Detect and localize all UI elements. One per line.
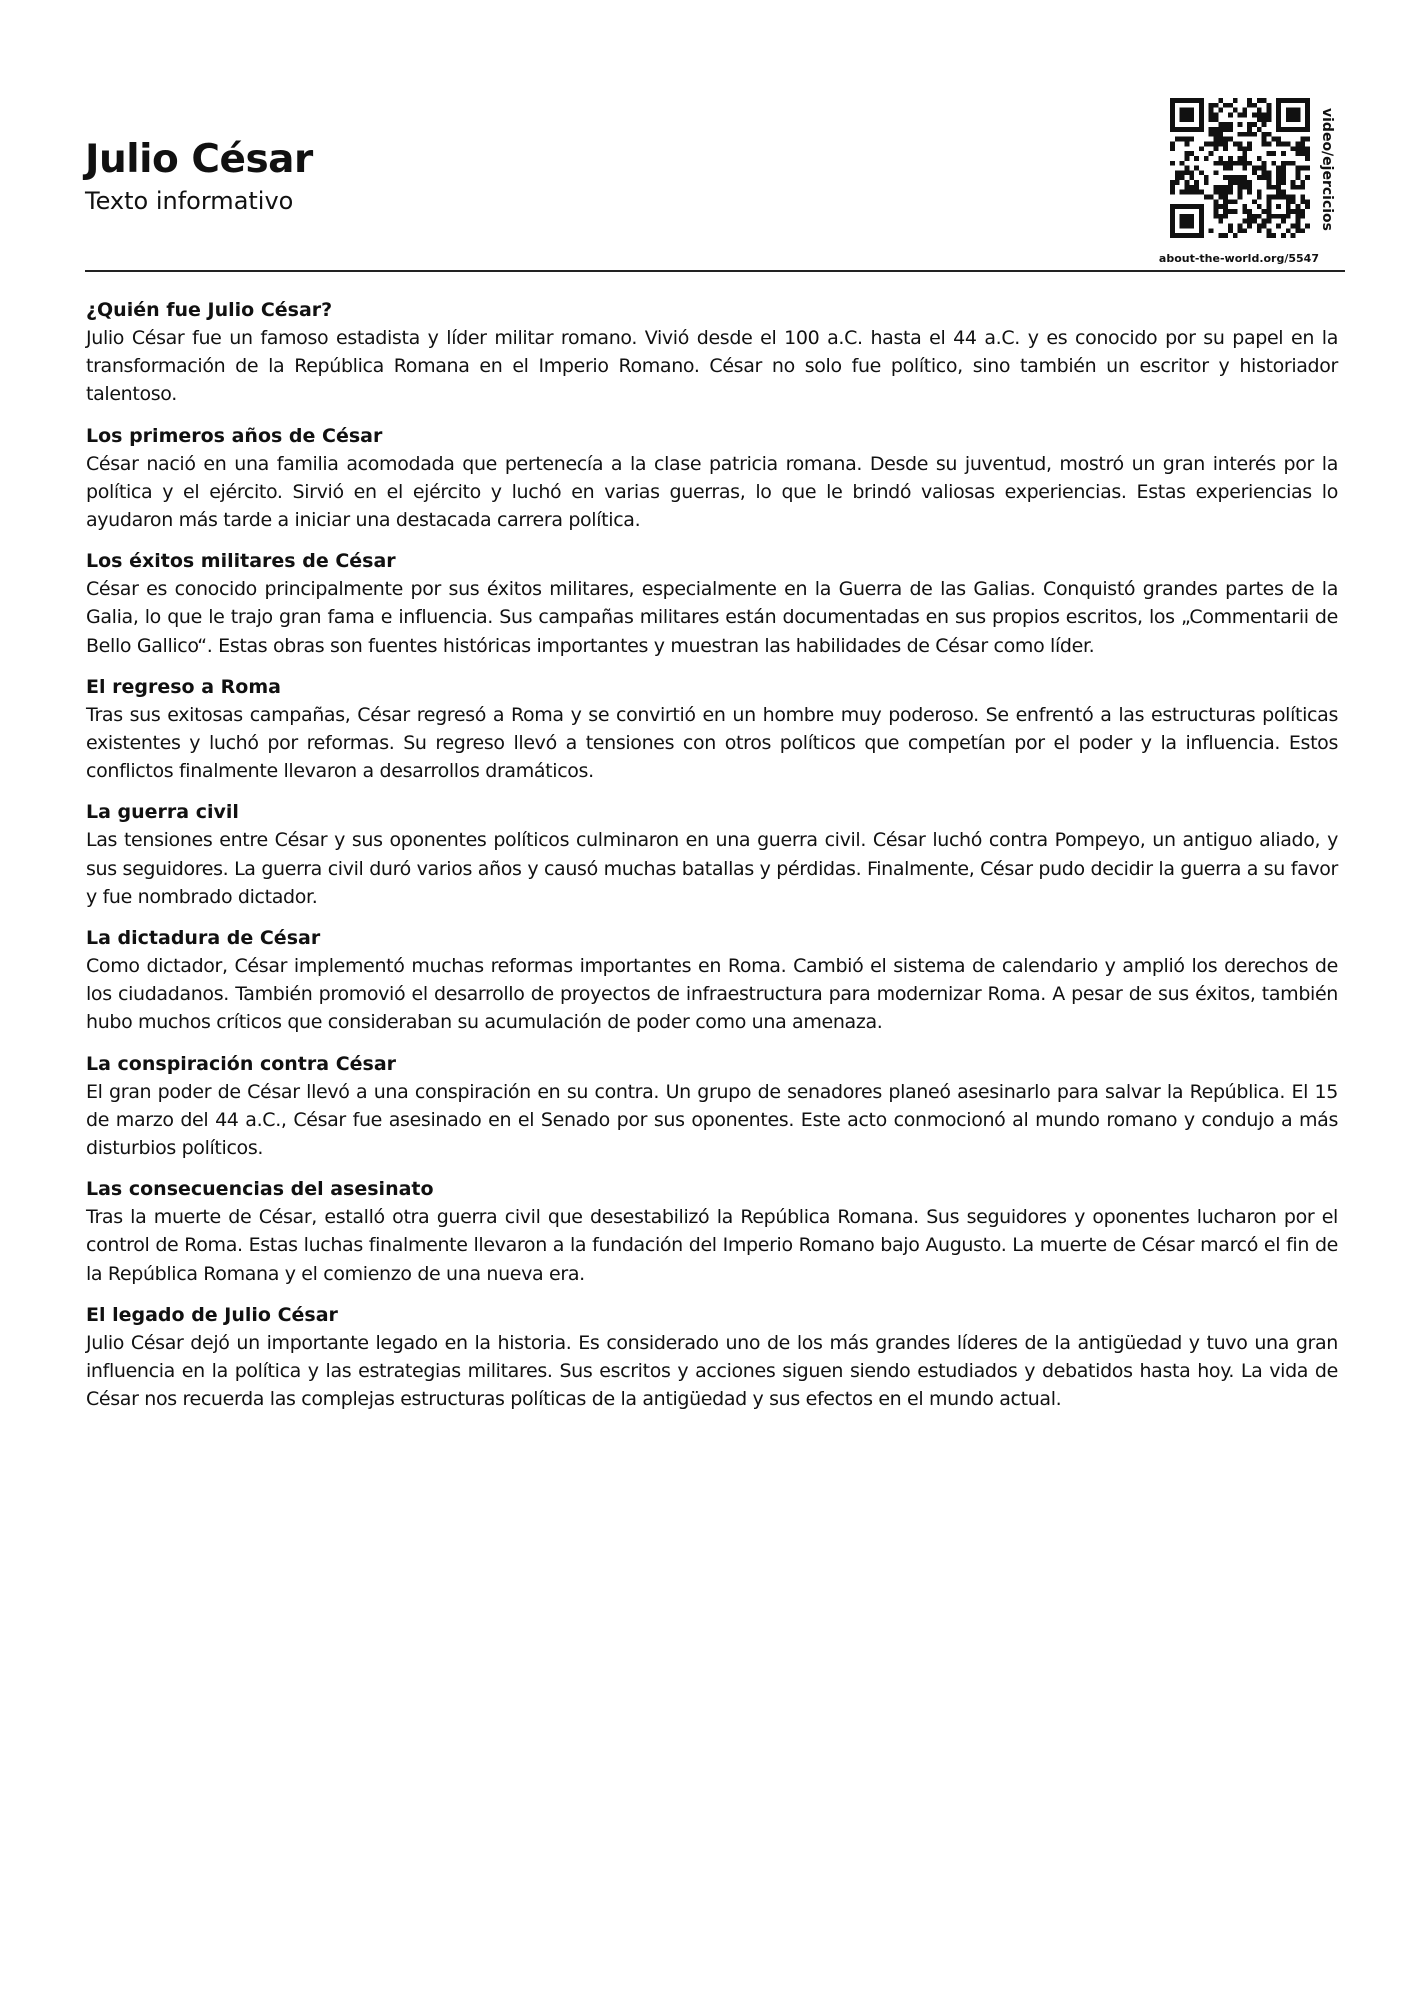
section-heading: El legado de Julio César (86, 1303, 338, 1326)
section-paragraph: César es conocido principalmente por sus éxitos militares, especialmente en la Guerra de las Galias. Conquistó grandes partes de la Galia, lo que le trajo gran fama e influencia. Sus campañas militares están documentadas en sus propios escritos, los „Commentarii de Bello Gallico“. Estas obras son fuentes históricas importantes y muestran las habilidades de César como líder. (86, 578, 1338, 657)
section-heading: Los primeros años de César (86, 424, 383, 447)
section-heading: Los éxitos militares de César (86, 550, 396, 573)
article-body (86, 296, 1338, 1426)
section-paragraph: El gran poder de César llevó a una conspiración en su contra. Un grupo de senadores planeó asesinarlo para salvar la República. El 15 de marzo del 44 a.C., César fue asesinado en el Senado por sus oponentes. Este acto conmocionó al mundo romano y condujo a más disturbios políticos. (86, 1080, 1338, 1160)
section-paragraph: Julio César fue un famoso estadista y líder militar romano. Vivió desde el 100 a.C. hasta el 44 a.C. y es conocido por su papel en la transformación de la República Romana en el Imperio Romano. César no solo fue político, sino también un escritor y historiador talentoso. (86, 327, 1338, 406)
section-heading: La guerra civil (86, 801, 239, 824)
section-return-to-rome (86, 673, 1338, 786)
section-conspiracy (86, 1050, 1338, 1163)
section-paragraph: Julio César dejó un importante legado en la historia. Es considerado uno de los más grandes líderes de la antigüedad y tuvo una gran influencia en la política y las estrategias militares. Sus escritos y acciones siguen siendo estudiados y debatidos hasta hoy. La vida de César nos recuerda las complejas estructuras políticas de la antigüedad y sus efectos en el mundo actual. (86, 1331, 1338, 1411)
section-paragraph: Tras sus exitosas campañas, César regresó a Roma y se convirtió en un hombre muy poderoso. Se enfrentó a las estructuras políticas existentes y luchó por reformas. Su regreso llevó a tensiones con otros políticos que competían por el poder y la influencia. Estos conflictos finalmente llevaron a desarrollos dramáticos. (86, 703, 1338, 783)
page-header (85, 0, 1345, 272)
page-subtitle: Texto informativo (85, 187, 294, 215)
section-who-was (86, 296, 1338, 409)
section-heading: ¿Quién fue Julio César? (86, 299, 333, 321)
section-legacy (86, 1301, 1338, 1414)
section-paragraph: Tras la muerte de César, estalló otra guerra civil que desestabilizó la República Romana. Sus seguidores y oponentes lucharon por el control de Roma. Estas luchas finalmente llevaron a la fundación del Imperio Romano bajo Augusto. La muerte de César marcó el fin de la República Romana y el comienzo de una nueva era. (86, 1206, 1338, 1285)
section-dictatorship (86, 924, 1338, 1037)
section-paragraph: Como dictador, César implementó muchas reformas importantes en Roma. Cambió el sistema de calendario y amplió los derechos de los ciudadanos. También promovió el desarrollo de proyectos de infraestructura para modernizar Roma. A pesar de sus éxitos, también hubo muchos críticos que consideraban su acumulación de poder como una amenaza. (86, 955, 1338, 1034)
section-military-successes (86, 547, 1338, 660)
page-title: Julio César (85, 137, 313, 182)
section-civil-war (86, 798, 1338, 911)
section-early-years (86, 422, 1338, 535)
qr-url-link[interactable]: about-the-world.org/5547 (1158, 252, 1319, 265)
section-paragraph: Las tensiones entre César y sus oponentes políticos culminaron en una guerra civil. César luchó contra Pompeyo, un antiguo aliado, y sus seguidores. La guerra civil duró varios años y causó muchas batallas y pérdidas. Finalmente, César pudo decidir la guerra a su favor y fue nombrado dictador. (86, 829, 1338, 908)
section-heading: La dictadura de César (86, 927, 321, 950)
section-consequences (86, 1175, 1338, 1288)
section-heading: El regreso a Roma (86, 675, 281, 698)
qr-code-icon[interactable] (1170, 98, 1310, 238)
video-exercises-label: video/ejercicios (1319, 108, 1335, 232)
section-heading: La conspiración contra César (86, 1052, 397, 1075)
section-heading: Las consecuencias del asesinato (86, 1178, 434, 1201)
section-paragraph: César nació en una familia acomodada que pertenecía a la clase patricia romana. Desde su juventud, mostró un gran interés por la política y el ejército. Sirvió en el ejército y luchó en varias guerras, lo que le brindó valiosas experiencias. Estas experiencias lo ayudaron más tarde a iniciar una destacada carrera política. (86, 452, 1338, 532)
